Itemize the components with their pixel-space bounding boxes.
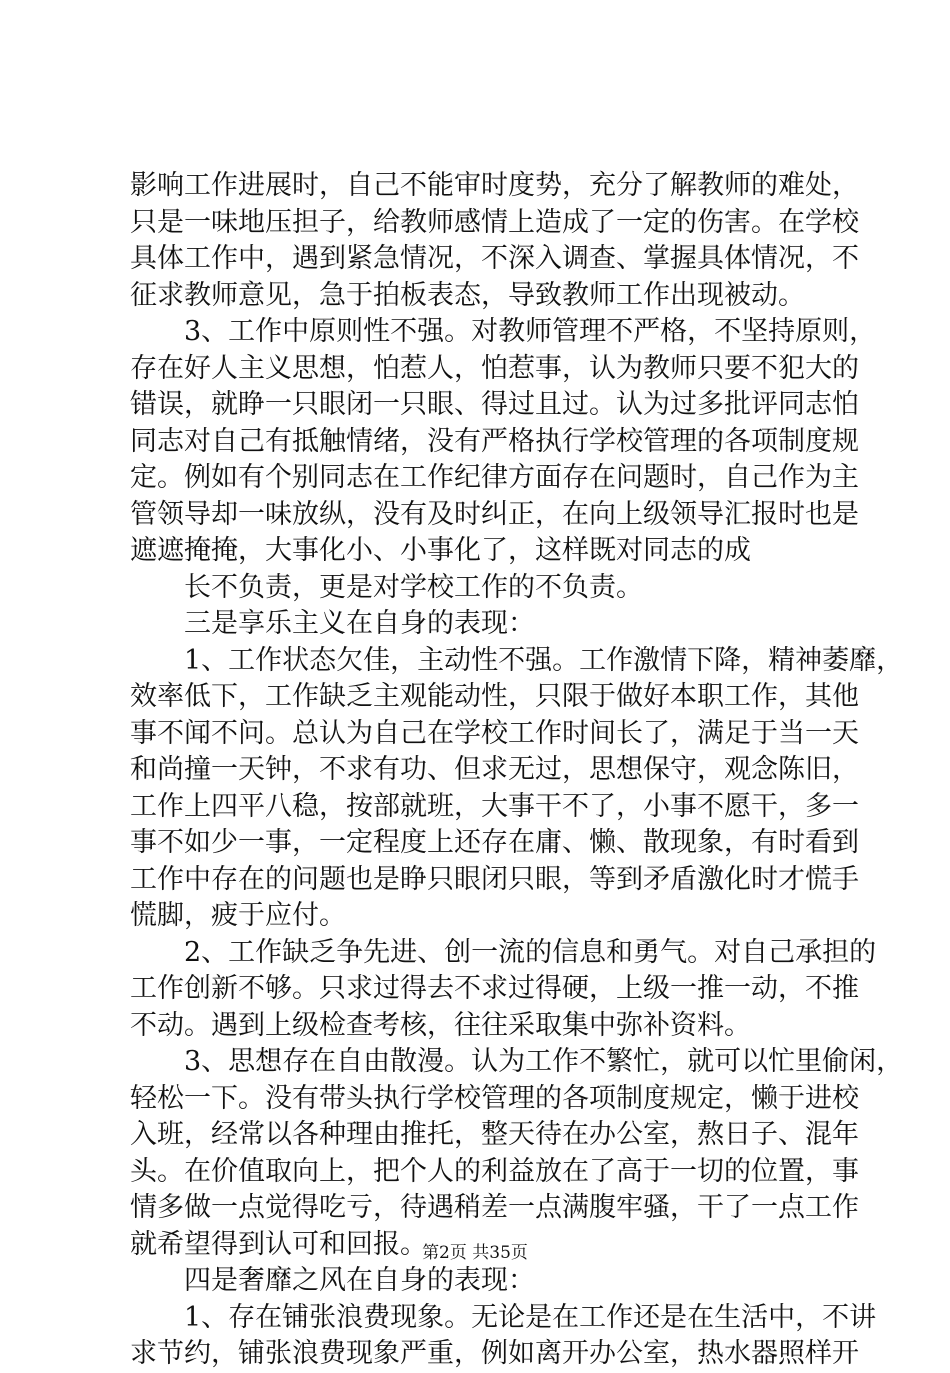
text-line: 3、工作中原则性不强。对教师管理不严格，不坚持原则， [184,316,877,347]
page-footer [0,1243,950,1263]
text-line: 事不闻不问。总认为自己在学校工作时间长了，满足于当一天 [130,717,859,749]
text-line: 头。在价值取向上，把个人的利益放在了高于一切的位置，事 [130,1155,859,1187]
text-line: 长不负责，更是对学校工作的不负责。 [184,571,643,603]
text-line: 同志对自己有抵触情绪，没有严格执行学校管理的各项制度规 [130,425,859,457]
page-number-label: 第2页 共35页 [422,1243,528,1263]
text-line: 管领导却一味放纵，没有及时纠正，在向上级领导汇报时也是 [130,498,859,530]
text-line: 具体工作中，遇到紧急情况，不深入调查、掌握具体情况，不 [130,243,859,274]
text-line: 2、工作缺乏争先进、创一流的信息和勇气。对自己承担的 [184,936,877,968]
text-line: 定。例如有个别同志在工作纪律方面存在问题时，自己作为主 [130,462,859,493]
text-line: 1、存在铺张浪费现象。无论是在工作还是在生活中，不讲 [184,1301,877,1333]
text-line: 存在好人主义思想，怕惹人，怕惹事，认为教师只要不犯大的 [130,352,859,384]
text-line: 错误，就睁一只眼闭一只眼、得过且过。认为过多批评同志怕 [130,389,859,420]
text-line: 事不如少一事，一定程度上还存在庸、懒、散现象，有时看到 [130,827,859,858]
text-line: 工作上四平八稳，按部就班，大事干不了，小事不愿干，多一 [130,790,859,822]
body-text [130,168,904,1373]
text-line: 征求教师意见，急于拍板表态，导致教师工作出现被动。 [130,279,805,311]
text-line: 情多做一点觉得吃亏，待遇稍差一点满腹牢骚，干了一点工作 [130,1192,859,1223]
text-line: 轻松一下。没有带头执行学校管理的各项制度规定，懒于进校 [130,1082,859,1114]
text-line: 只是一味地压担子，给教师感情上造成了一定的伤害。在学校 [130,206,859,238]
text-line: 影响工作进展时，自己不能审时度势，充分了解教师的难处， [130,170,859,201]
text-line: 求节约，铺张浪费现象严重，例如离开办公室，热水器照样开 [130,1338,859,1369]
text-line: 入班，经常以各种理由推托，整天待在办公室，熬日子、混年 [130,1119,859,1150]
text-line: 慌脚，疲于应付。 [130,900,346,931]
text-line: 1、工作状态欠佳，主动性不强。工作激情下降，精神萎靡， [184,644,904,676]
text-line: 效率低下，工作缺乏主观能动性，只限于做好本职工作，其他 [130,681,859,712]
text-line: 3、思想存在自由散漫。认为工作不繁忙，就可以忙里偷闲， [184,1046,904,1077]
text-line: 和尚撞一天钟，不求有功、但求无过，思想保守，观念陈旧， [130,754,859,785]
text-line: 就希望得到认可和回报。 [130,1228,427,1260]
text-line: 三是享乐主义在自身的表现： [184,608,535,639]
text-line: 不动。遇到上级检查考核，往往采取集中弥补资料。 [130,1009,751,1041]
text-line: 工作创新不够。只求过得去不求过得硬，上级一推一动，不推 [130,973,859,1004]
text-line: 工作中存在的问题也是睁只眼闭只眼，等到矛盾激化时才慌手 [130,863,859,895]
text-line: 遮遮掩掩，大事化小、小事化了，这样既对同志的成 [130,535,751,566]
text-line: 四是奢靡之风在自身的表现： [184,1265,535,1296]
